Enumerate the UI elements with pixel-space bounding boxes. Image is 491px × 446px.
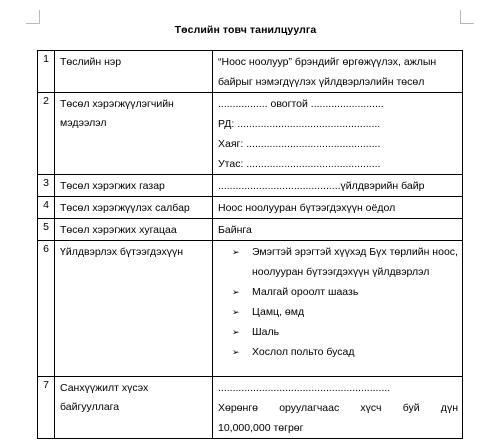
row-label: Төсөл хэрэгжих газар xyxy=(55,175,213,197)
arrow-bullet-icon: ➢ xyxy=(232,287,240,297)
value-line: ..........................................үйлдвэрийн байр xyxy=(218,180,425,192)
table-row xyxy=(38,51,463,93)
value-line: ................. овогтой ......................... xyxy=(218,98,384,110)
row-number: 3 xyxy=(38,175,55,197)
table-row xyxy=(38,175,463,197)
table-row xyxy=(38,197,463,219)
value-line: Утас: .............................................. xyxy=(218,158,381,170)
arrow-bullet-icon: ➢ xyxy=(232,247,240,257)
row-number: 2 xyxy=(38,93,55,175)
row-label: Төслийн нэр xyxy=(55,51,213,93)
row-number: 4 xyxy=(38,197,55,219)
list-item: ➢ Хослол польто бусад xyxy=(218,342,458,362)
arrow-bullet-icon: ➢ xyxy=(232,307,240,317)
table-row xyxy=(38,241,463,377)
table-row xyxy=(38,377,463,439)
row-label: Үйлдвэрлэх бүтээгдэхүүн xyxy=(55,241,213,377)
row-number: 6 xyxy=(38,241,55,377)
row-value xyxy=(213,175,463,197)
project-name-value: “Ноос ноолуур” брэндийг өргөжүүлэх, ажлын байрыг нэмэгдүүлэх үйлдвэрлэлийн төсөл xyxy=(218,56,437,88)
row-label: Төсөл хэрэгжүүлэх салбар xyxy=(55,197,213,219)
row-value xyxy=(213,51,463,93)
list-item: ➢ Цамц, өмд xyxy=(218,302,458,322)
document-title: Төслийн товч танилцуулга xyxy=(174,24,317,36)
row-number: 5 xyxy=(38,219,55,241)
row-label: Төсөл хэрэгжүүлэгчийн мэдээлэл xyxy=(55,93,213,175)
list-item: ➢ Эмэгтэй эрэгтэй хүүхэд Бүх төрлийн ноос, ноолууран бүтээгдэхүүн үйлдвэрлэл xyxy=(218,242,458,282)
value-line: Хөрөнгө оруулагчаас хүсч буй дүн xyxy=(218,402,458,414)
value-line: Ноос ноолууран бүтээгдэхүүн оёдол xyxy=(218,202,396,214)
value-line: 10,000,000 төгрөг xyxy=(218,422,304,434)
arrow-bullet-icon: ➢ xyxy=(232,347,240,357)
value-line: РД: ................................................. xyxy=(218,118,381,130)
value-line: Хаяг: .............................................. xyxy=(218,138,381,150)
row-number: 7 xyxy=(38,377,55,439)
row-label: Санхүүжилт хүсэх байгууллага xyxy=(55,377,213,439)
row-value xyxy=(213,219,463,241)
value-line: Байнга xyxy=(218,224,252,236)
list-item: ➢ Шаль xyxy=(218,322,458,342)
project-summary-table xyxy=(37,50,463,439)
row-value xyxy=(213,377,463,439)
row-value xyxy=(213,93,463,175)
page-corner-mark-right xyxy=(460,10,474,24)
row-value xyxy=(213,197,463,219)
list-item: ➢ Малгай ороолт шаазь xyxy=(218,282,458,302)
row-label: Төсөл хэрэгжих хугацаа xyxy=(55,219,213,241)
row-value xyxy=(213,241,463,377)
product-list xyxy=(218,242,458,362)
row-number: 1 xyxy=(38,51,55,93)
page-corner-mark-left xyxy=(26,10,40,24)
table-row xyxy=(38,93,463,175)
table-row xyxy=(38,219,463,241)
value-line: ........................................................... xyxy=(218,382,391,394)
arrow-bullet-icon: ➢ xyxy=(232,327,240,337)
